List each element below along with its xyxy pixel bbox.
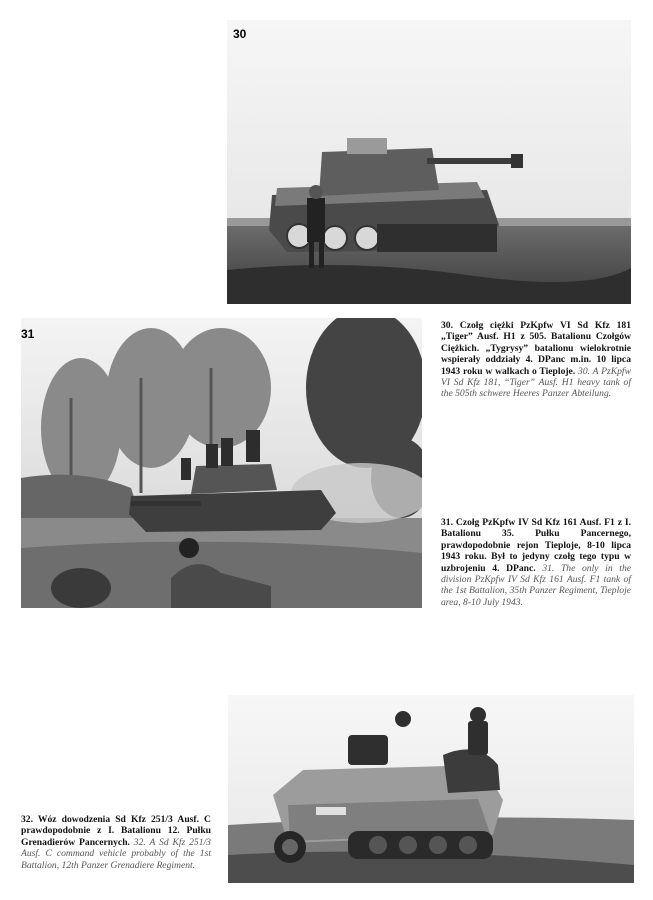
photo-32 (228, 695, 634, 883)
caption-30 (441, 320, 631, 400)
caption-32 (21, 814, 211, 871)
photo-31 (21, 318, 422, 608)
caption-30-polish: 30. Czołg ciężki PzKpfw VI Sd Kfz 181 „Tiger” Ausf. H1 z 505. Batalionu Czołgów Ciężkich. „Tygrysy” batalionu wielokrotnie wspierały oddziały 4. DPanc m.in. 10 lipca 1943 roku w walkach o Tieploje. (441, 320, 631, 377)
caption-31-polish: 31. Czołg PzKpfw IV Sd Kfz 161 Ausf. F1 z I. Batalionu 35. Pułku Pancernego, prawdopodobnie rejon Tieploje, 8-10 lipca 1943 roku. Był to jedyny czołg tego typu w uzbrojeniu 4. DPanc. (441, 517, 631, 574)
caption-31 (441, 517, 631, 608)
caption-31-english: 31. The only in the division PzKpfw IV Sd Kfz 161 Ausf. F1 tank of the 1st Battalion, 35th Panzer Regiment, Tieploje area, 8-10 July 1943. (441, 562, 631, 608)
photo-number-31: 31 (21, 327, 35, 341)
caption-32-english: 32. A Sd Kfz 251/3 Ausf. C command vehicle probably of the 1st Battalion, 12th Panzer Grenadiere Regiment. (21, 836, 211, 871)
photo-number-30: 30 (233, 27, 247, 41)
caption-32-polish: 32. Wóz dowodzenia Sd Kfz 251/3 Ausf. C prawdopodobnie z I. Batalionu 12. Pułku Grenadierów Pancernych. (21, 814, 211, 848)
caption-30-english: 30. A PzKpfw VI Sd Kfz 181, “Tiger” Ausf. H1 heavy tank of the 505th schwere Heeres Panzer Abteilung. (441, 365, 631, 400)
photo-30 (227, 20, 631, 304)
